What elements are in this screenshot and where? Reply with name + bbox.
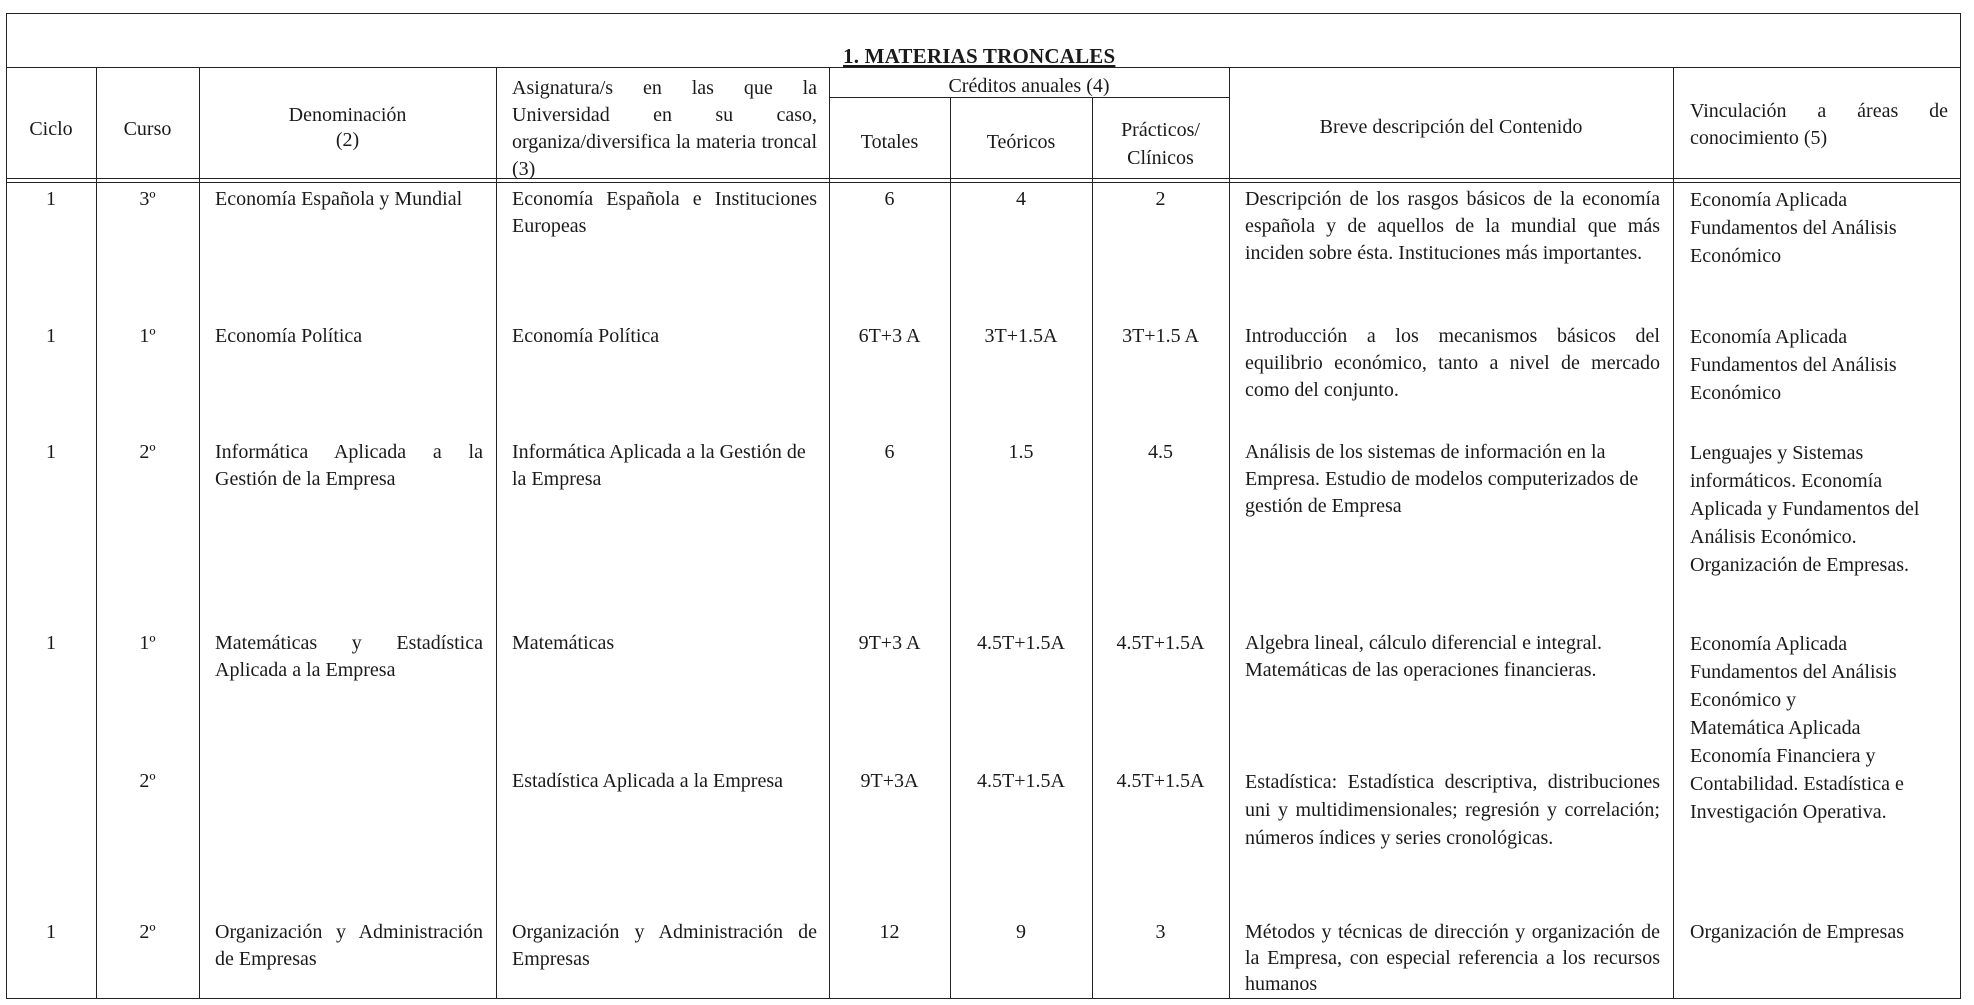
row3-practicos: 4.5 bbox=[1148, 441, 1173, 463]
row1-practicos: 2 bbox=[1155, 188, 1166, 210]
row1-asignatura: Economía Española e Instituciones Europeas bbox=[512, 188, 817, 237]
row3-totales: 6 bbox=[884, 441, 895, 463]
row2-asignatura: Economía Política bbox=[512, 325, 660, 347]
row4-teoricos: 4.5T+1.5A bbox=[977, 632, 1065, 654]
row3-denominacion: Informática Aplicada a la Gestión de la Empresa bbox=[215, 441, 483, 490]
col-line-5 bbox=[950, 97, 951, 999]
row6-vinculacion: Organización de Empresas bbox=[1690, 921, 1904, 943]
row4-ciclo: 1 bbox=[46, 632, 56, 654]
row5-curso: 2º bbox=[139, 770, 156, 792]
row1-vinculacion: Economía Aplicada Fundamentos del Análisis Económico bbox=[1690, 189, 1897, 267]
row5-descripcion: Estadística: Estadística descriptiva, distribuciones uni y multidimensionales; regresión y correlación; números índices y series cronológicas. bbox=[1245, 771, 1660, 849]
header-creditos: Créditos anuales (4) bbox=[948, 75, 1110, 97]
row3-curso: 2º bbox=[139, 441, 156, 463]
row2-totales: 6T+3 A bbox=[858, 325, 921, 347]
header-curso: Curso bbox=[123, 118, 172, 140]
row2-ciclo: 1 bbox=[46, 325, 56, 347]
col-line-3 bbox=[496, 67, 497, 999]
row5-asignatura: Estadística Aplicada a la Empresa bbox=[512, 770, 784, 792]
row1-ciclo: 1 bbox=[46, 188, 56, 210]
row6-descripcion: Métodos y técnicas de dirección y organización de la Empresa, con especial referencia a los recursos humanos bbox=[1245, 921, 1660, 995]
row2-curso: 1º bbox=[139, 325, 156, 347]
header-practicos: Prácticos/ Clínicos bbox=[1121, 119, 1200, 169]
row6-teoricos: 9 bbox=[1016, 921, 1026, 943]
row2-teoricos: 3T+1.5A bbox=[984, 325, 1058, 347]
row1-totales: 6 bbox=[884, 188, 895, 210]
row6-asignatura: Organización y Administración de Empresas bbox=[512, 921, 817, 970]
row6-ciclo: 1 bbox=[46, 921, 56, 943]
row4-practicos: 4.5T+1.5A bbox=[1116, 632, 1205, 654]
row4-denominacion: Matemáticas y Estadística Aplicada a la Empresa bbox=[215, 632, 483, 681]
row4-asignatura: Matemáticas bbox=[512, 632, 615, 654]
row6-practicos: 3 bbox=[1155, 921, 1166, 943]
row3-ciclo: 1 bbox=[46, 441, 56, 463]
row6-totales: 12 bbox=[879, 921, 900, 943]
header-totales: Totales bbox=[860, 131, 919, 153]
section-title: 1. MATERIAS TRONCALES bbox=[843, 44, 1116, 68]
header-bottom-rule bbox=[6, 178, 1961, 179]
row4-totales: 9T+3 A bbox=[858, 632, 921, 654]
row4-vinculacion: Economía Aplicada Fundamentos del Análisis Económico y Matemática Aplicada Economía Financiera y Contabilidad. Estadística e Investigación Operativa. bbox=[1690, 633, 1904, 823]
col-line-8 bbox=[1673, 67, 1674, 999]
header-denominacion: Denominación (2) bbox=[288, 104, 407, 151]
row5-teoricos: 4.5T+1.5A bbox=[977, 770, 1065, 792]
row1-curso: 3º bbox=[139, 188, 156, 210]
row6-denominacion: Organización y Administración de Empresas bbox=[215, 921, 483, 970]
header-bottom-rule-2 bbox=[6, 182, 1961, 183]
row1-descripcion: Descripción de los rasgos básicos de la economía española y de aquellos de la mundial que más inciden sobre ésta. Instituciones más importantes. bbox=[1245, 188, 1660, 264]
header-ciclo: Ciclo bbox=[29, 118, 73, 140]
header-descripcion: Breve descripción del Contenido bbox=[1319, 116, 1583, 138]
header-vinculacion: Vinculación a áreas de conocimiento (5) bbox=[1690, 100, 1948, 149]
row3-descripcion: Análisis de los sistemas de información en la Empresa. Estudio de modelos computerizados de gestión de Empresa bbox=[1245, 441, 1639, 517]
header-asignatura: Asignatura/s en las que la Universidad en su caso, organiza/diversifica la materia troncal (3) bbox=[512, 77, 817, 180]
row3-vinculacion: Lenguajes y Sistemas informáticos. Economía Aplicada y Fundamentos del Análisis Económico. Organización de Empresas. bbox=[1690, 442, 1920, 576]
row2-descripcion: Introducción a los mecanismos básicos del equilibrio económico, tanto a nivel de mercado como del conjunto. bbox=[1245, 325, 1660, 401]
row5-practicos: 4.5T+1.5A bbox=[1116, 770, 1205, 792]
row3-asignatura: Informática Aplicada a la Gestión de la Empresa bbox=[512, 441, 806, 490]
table-frame bbox=[6, 13, 1961, 999]
col-line-6 bbox=[1092, 97, 1093, 999]
row4-curso: 1º bbox=[139, 632, 156, 654]
row2-vinculacion: Economía Aplicada Fundamentos del Análisis Económico bbox=[1690, 326, 1897, 404]
row2-denominacion: Economía Política bbox=[215, 325, 363, 347]
row6-curso: 2º bbox=[139, 921, 156, 943]
row4-descripcion: Algebra lineal, cálculo diferencial e integral. Matemáticas de las operaciones financieras. bbox=[1245, 632, 1603, 681]
header-teoricos: Teóricos bbox=[986, 131, 1056, 153]
row1-denominacion: Economía Española y Mundial bbox=[215, 188, 463, 210]
row3-teoricos: 1.5 bbox=[1008, 441, 1034, 463]
row5-totales: 9T+3A bbox=[860, 770, 919, 792]
row2-practicos: 3T+1.5 A bbox=[1122, 325, 1199, 347]
row1-teoricos: 4 bbox=[1016, 188, 1026, 210]
col-line-7 bbox=[1229, 67, 1230, 999]
col-line-2 bbox=[199, 67, 200, 999]
